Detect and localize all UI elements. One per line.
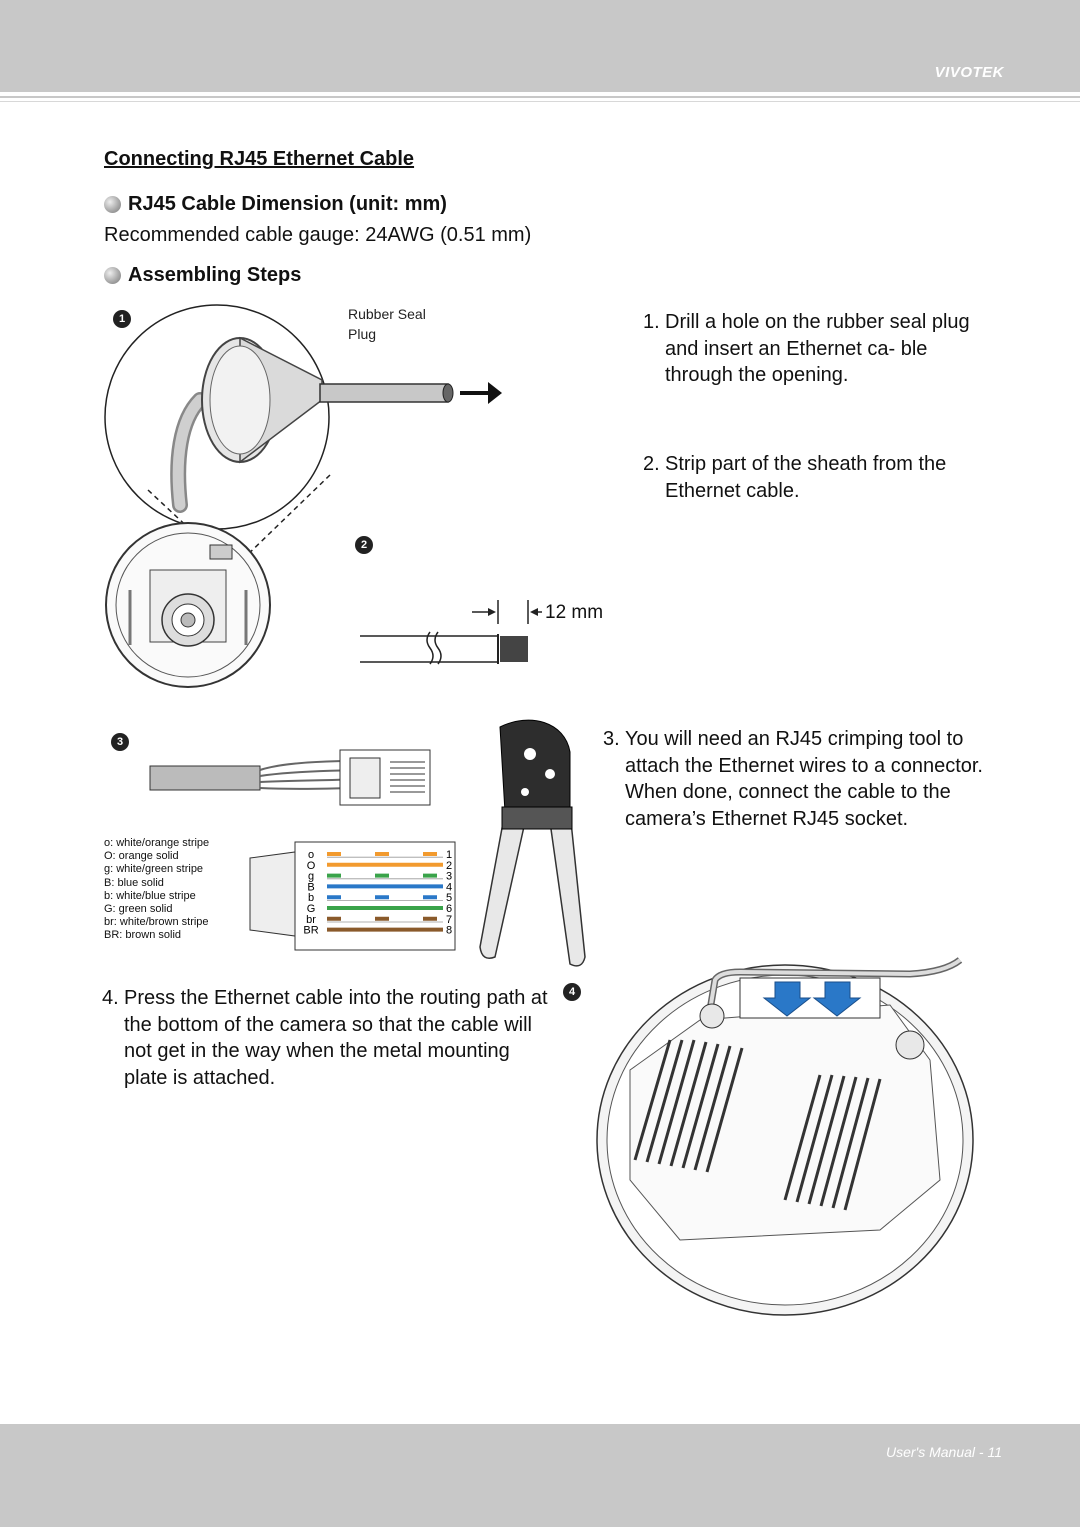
page-label: User's Manual - 11 xyxy=(885,1444,1002,1460)
step-description: Press the Ethernet cable into the routing path at the bottom of the camera so that the cable will not get in the way when the metal mounting plate is attached. xyxy=(124,987,548,1089)
bullet-icon xyxy=(104,267,121,284)
pinout-pin-number: 1 xyxy=(445,849,453,861)
pinout-pin-number: 2 xyxy=(445,859,453,872)
rubber-seal-label: Rubber Seal xyxy=(348,306,426,322)
step-number: 4. xyxy=(102,987,119,1009)
assembling-heading xyxy=(104,264,301,287)
header-bar xyxy=(0,0,1080,92)
section-title: Connecting RJ45 Ethernet Cable xyxy=(104,148,415,170)
step-1-badge: 1 xyxy=(113,310,131,328)
header-divider-thin xyxy=(0,101,1080,102)
step-description: Drill a hole on the rubber seal plug and insert an Ethernet ca- ble through the opening. xyxy=(665,311,970,386)
pinout-code: g xyxy=(307,870,315,883)
wire-color-legend xyxy=(104,837,209,943)
step-2-text xyxy=(643,451,988,504)
step-number: 1. xyxy=(643,311,660,333)
legend-item: BR: brown solid xyxy=(104,929,182,942)
legend-item: br: white/brown stripe xyxy=(104,916,209,929)
pinout-code: BR xyxy=(303,924,319,937)
cable-gauge-text: Recommended cable gauge: 24AWG (0.51 mm) xyxy=(104,224,532,246)
legend-item: B: blue solid xyxy=(104,876,164,889)
assembling-heading-text: Assembling Steps xyxy=(128,264,302,286)
dimension-heading-text: RJ45 Cable Dimension (unit: mm) xyxy=(128,193,447,215)
rj45-pinout-diagram xyxy=(245,840,460,952)
legend-item: O: orange solid xyxy=(104,850,179,863)
pinout-code: O xyxy=(306,859,316,872)
strip-length-label: 12 mm xyxy=(545,602,604,623)
pinout-pin-number: 5 xyxy=(445,892,453,905)
pinout-pin-number: 8 xyxy=(445,924,453,937)
cable-and-connector-illustration xyxy=(140,740,440,810)
pinout-pin-number: 7 xyxy=(445,913,453,926)
step-3-text xyxy=(603,726,988,832)
camera-bottom-illustration xyxy=(590,950,980,1320)
pinout-pin-number: 6 xyxy=(445,903,453,915)
pinout-code: B xyxy=(307,881,315,894)
bullet-icon xyxy=(104,196,121,213)
pinout-code: br xyxy=(306,913,316,926)
legend-item: b: white/blue stripe xyxy=(104,889,196,902)
step-number: 2. xyxy=(643,453,660,475)
dimension-heading xyxy=(104,193,447,216)
step-description: You will need an RJ45 crimping tool to attach the Ethernet wires to a connector. When done, connect the cable to the camera’s Ethernet RJ45 socket. xyxy=(625,728,983,830)
pinout-pin-number: 3 xyxy=(445,870,453,883)
step-description: Strip part of the sheath from the Ethernet cable. xyxy=(665,453,947,502)
brand-logo: VIVOTEK xyxy=(934,64,1004,81)
pinout-pin-number: 4 xyxy=(445,881,453,894)
plug-label: Plug xyxy=(348,326,377,342)
legend-item: G: green solid xyxy=(104,903,173,916)
pinout-code: o xyxy=(307,849,315,861)
pinout-code: G xyxy=(306,903,316,915)
legend-item: g: white/green stripe xyxy=(104,863,204,876)
step-2-badge: 2 xyxy=(355,536,373,554)
step-number: 3. xyxy=(603,728,620,750)
step-3-badge: 3 xyxy=(111,733,129,751)
step-4-badge: 4 xyxy=(563,983,581,1001)
step-4-text xyxy=(102,985,557,1091)
crimping-tool-illustration xyxy=(470,712,600,967)
footer-bar xyxy=(0,1424,1080,1527)
legend-item: o: white/orange stripe xyxy=(104,837,210,849)
pinout-code: b xyxy=(307,892,315,905)
step-1-text xyxy=(643,309,988,389)
header-divider xyxy=(0,96,1080,98)
